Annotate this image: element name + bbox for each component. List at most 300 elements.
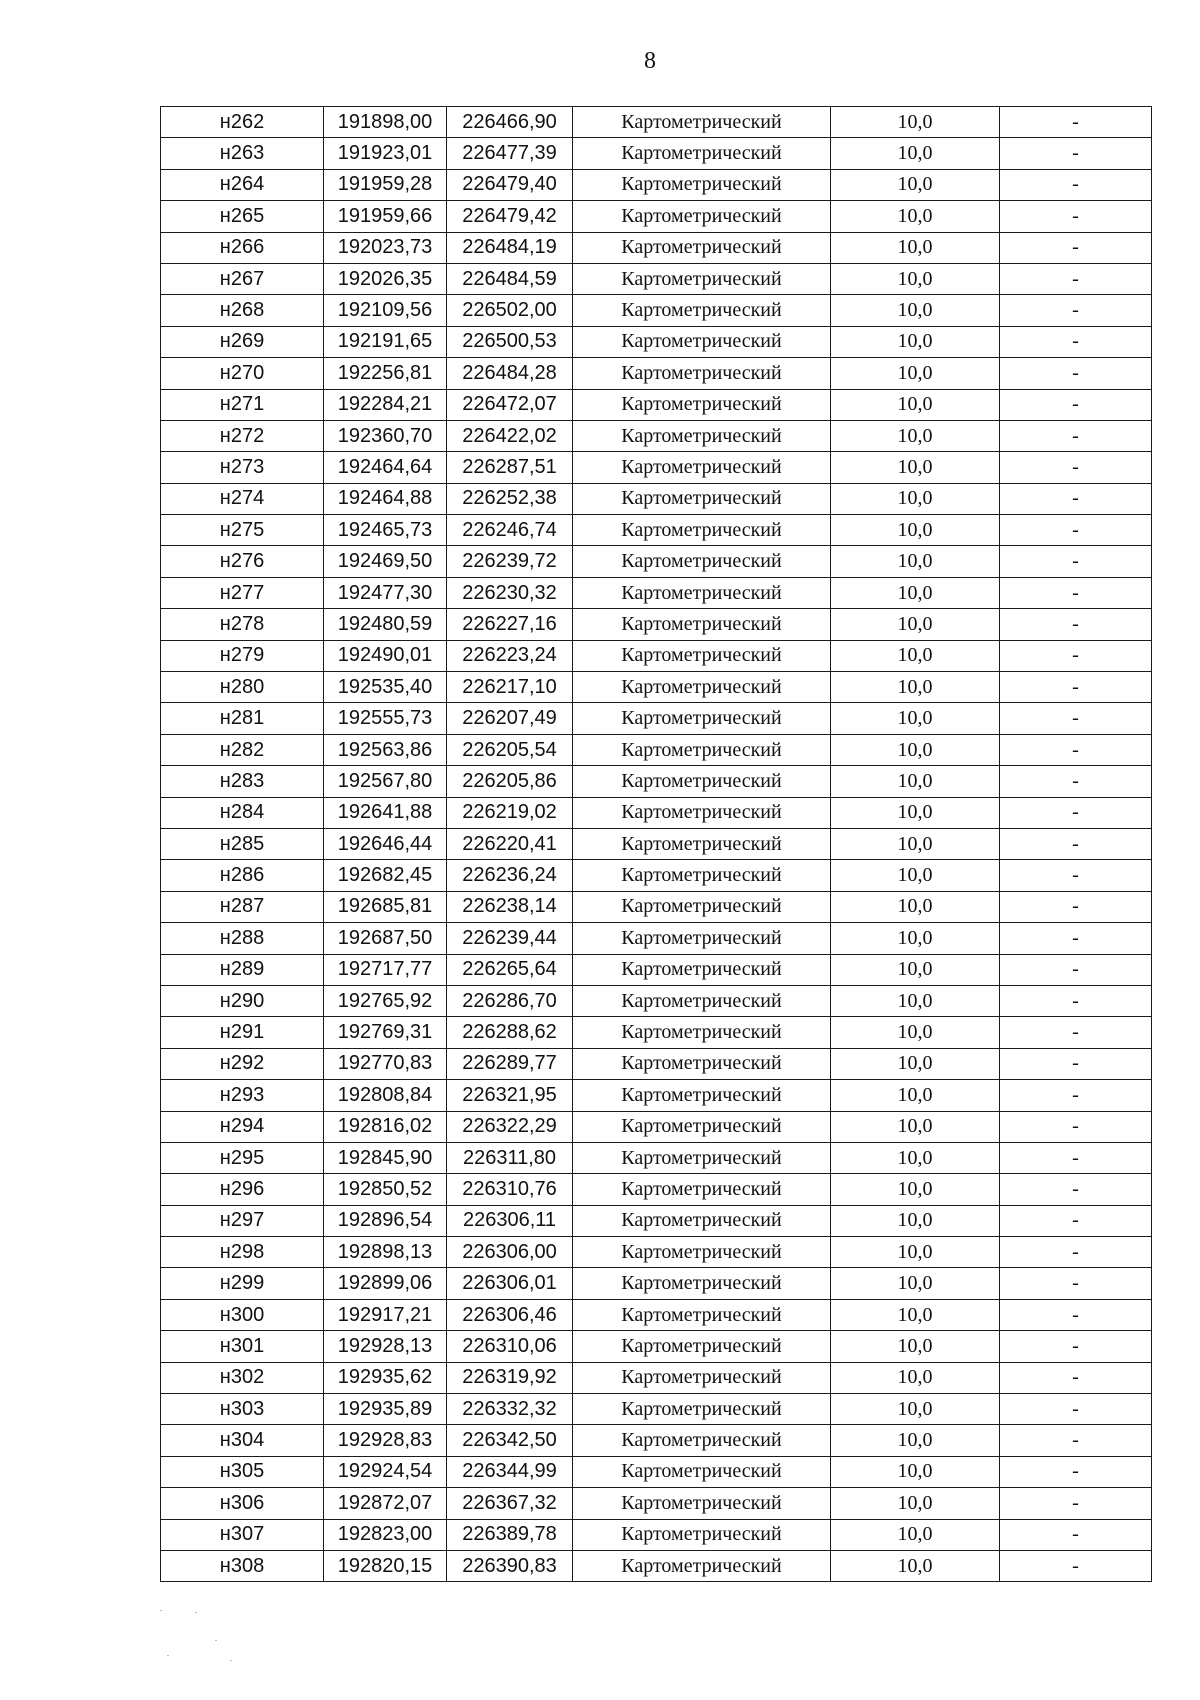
x-coordinate-cell: 191959,28 <box>324 169 447 200</box>
accuracy-cell: 10,0 <box>831 1299 1000 1330</box>
method-cell: Картометрический <box>573 1519 831 1550</box>
table-row <box>161 295 1152 326</box>
description-cell: - <box>1000 923 1152 954</box>
table-row <box>161 1331 1152 1362</box>
x-coordinate-cell: 192816,02 <box>324 1111 447 1142</box>
y-coordinate-cell: 226342,50 <box>447 1425 573 1456</box>
x-coordinate-cell: 192823,00 <box>324 1519 447 1550</box>
point-name-cell: н294 <box>161 1111 324 1142</box>
description-cell: - <box>1000 1142 1152 1173</box>
table-row <box>161 107 1152 138</box>
table-row <box>161 923 1152 954</box>
x-coordinate-cell: 192555,73 <box>324 703 447 734</box>
x-coordinate-cell: 192480,59 <box>324 609 447 640</box>
accuracy-cell: 10,0 <box>831 138 1000 169</box>
table-row <box>161 358 1152 389</box>
y-coordinate-cell: 226472,07 <box>447 389 573 420</box>
point-name-cell: н285 <box>161 828 324 859</box>
description-cell: - <box>1000 1017 1152 1048</box>
point-name-cell: н289 <box>161 954 324 985</box>
x-coordinate-cell: 192535,40 <box>324 672 447 703</box>
x-coordinate-cell: 192808,84 <box>324 1080 447 1111</box>
table-row <box>161 1237 1152 1268</box>
accuracy-cell: 10,0 <box>831 452 1000 483</box>
x-coordinate-cell: 192464,88 <box>324 483 447 514</box>
method-cell: Картометрический <box>573 1550 831 1581</box>
method-cell: Картометрический <box>573 1205 831 1236</box>
accuracy-cell: 10,0 <box>831 107 1000 138</box>
accuracy-cell: 10,0 <box>831 828 1000 859</box>
table-row <box>161 326 1152 357</box>
accuracy-cell: 10,0 <box>831 326 1000 357</box>
point-name-cell: н279 <box>161 640 324 671</box>
x-coordinate-cell: 192360,70 <box>324 420 447 451</box>
x-coordinate-cell: 192687,50 <box>324 923 447 954</box>
point-name-cell: н264 <box>161 169 324 200</box>
point-name-cell: н286 <box>161 860 324 891</box>
y-coordinate-cell: 226289,77 <box>447 1048 573 1079</box>
x-coordinate-cell: 192490,01 <box>324 640 447 671</box>
y-coordinate-cell: 226306,46 <box>447 1299 573 1330</box>
table-row <box>161 1142 1152 1173</box>
method-cell: Картометрический <box>573 107 831 138</box>
method-cell: Картометрический <box>573 1394 831 1425</box>
y-coordinate-cell: 226319,92 <box>447 1362 573 1393</box>
table-row <box>161 860 1152 891</box>
point-name-cell: н263 <box>161 138 324 169</box>
point-name-cell: н275 <box>161 515 324 546</box>
table-row <box>161 1111 1152 1142</box>
y-coordinate-cell: 226265,64 <box>447 954 573 985</box>
point-name-cell: н287 <box>161 891 324 922</box>
x-coordinate-cell: 192935,89 <box>324 1394 447 1425</box>
accuracy-cell: 10,0 <box>831 1362 1000 1393</box>
table-row <box>161 1362 1152 1393</box>
x-coordinate-cell: 192477,30 <box>324 577 447 608</box>
method-cell: Картометрический <box>573 1111 831 1142</box>
method-cell: Картометрический <box>573 326 831 357</box>
description-cell: - <box>1000 1205 1152 1236</box>
accuracy-cell: 10,0 <box>831 1268 1000 1299</box>
accuracy-cell: 10,0 <box>831 1550 1000 1581</box>
point-name-cell: н278 <box>161 609 324 640</box>
method-cell: Картометрический <box>573 263 831 294</box>
description-cell: - <box>1000 1048 1152 1079</box>
description-cell: - <box>1000 1237 1152 1268</box>
x-coordinate-cell: 192284,21 <box>324 389 447 420</box>
table-row <box>161 954 1152 985</box>
x-coordinate-cell: 192567,80 <box>324 766 447 797</box>
point-name-cell: н297 <box>161 1205 324 1236</box>
description-cell: - <box>1000 1394 1152 1425</box>
y-coordinate-cell: 226484,28 <box>447 358 573 389</box>
x-coordinate-cell: 192872,07 <box>324 1488 447 1519</box>
table-row <box>161 1174 1152 1205</box>
table-row <box>161 828 1152 859</box>
y-coordinate-cell: 226367,32 <box>447 1488 573 1519</box>
point-name-cell: н270 <box>161 358 324 389</box>
table-row <box>161 1550 1152 1581</box>
method-cell: Картометрический <box>573 452 831 483</box>
table-row <box>161 1299 1152 1330</box>
point-name-cell: н276 <box>161 546 324 577</box>
table-row <box>161 1268 1152 1299</box>
accuracy-cell: 10,0 <box>831 1425 1000 1456</box>
x-coordinate-cell: 192917,21 <box>324 1299 447 1330</box>
method-cell: Картометрический <box>573 1299 831 1330</box>
method-cell: Картометрический <box>573 1425 831 1456</box>
description-cell: - <box>1000 232 1152 263</box>
x-coordinate-cell: 192682,45 <box>324 860 447 891</box>
x-coordinate-cell: 192896,54 <box>324 1205 447 1236</box>
y-coordinate-cell: 226484,19 <box>447 232 573 263</box>
table-row <box>161 1017 1152 1048</box>
accuracy-cell: 10,0 <box>831 232 1000 263</box>
x-coordinate-cell: 192717,77 <box>324 954 447 985</box>
method-cell: Картометрический <box>573 923 831 954</box>
table-row <box>161 766 1152 797</box>
table-row <box>161 703 1152 734</box>
point-name-cell: н277 <box>161 577 324 608</box>
y-coordinate-cell: 226322,29 <box>447 1111 573 1142</box>
y-coordinate-cell: 226321,95 <box>447 1080 573 1111</box>
table-row <box>161 452 1152 483</box>
description-cell: - <box>1000 1174 1152 1205</box>
description-cell: - <box>1000 1519 1152 1550</box>
y-coordinate-cell: 226205,86 <box>447 766 573 797</box>
method-cell: Картометрический <box>573 232 831 263</box>
method-cell: Картометрический <box>573 295 831 326</box>
description-cell: - <box>1000 954 1152 985</box>
x-coordinate-cell: 192765,92 <box>324 985 447 1016</box>
x-coordinate-cell: 192464,64 <box>324 452 447 483</box>
accuracy-cell: 10,0 <box>831 703 1000 734</box>
point-name-cell: н302 <box>161 1362 324 1393</box>
y-coordinate-cell: 226477,39 <box>447 138 573 169</box>
x-coordinate-cell: 192928,13 <box>324 1331 447 1362</box>
method-cell: Картометрический <box>573 828 831 859</box>
y-coordinate-cell: 226344,99 <box>447 1456 573 1487</box>
description-cell: - <box>1000 609 1152 640</box>
y-coordinate-cell: 226239,44 <box>447 923 573 954</box>
y-coordinate-cell: 226219,02 <box>447 797 573 828</box>
description-cell: - <box>1000 263 1152 294</box>
description-cell: - <box>1000 985 1152 1016</box>
accuracy-cell: 10,0 <box>831 358 1000 389</box>
y-coordinate-cell: 226288,62 <box>447 1017 573 1048</box>
point-name-cell: н299 <box>161 1268 324 1299</box>
point-name-cell: н269 <box>161 326 324 357</box>
method-cell: Картометрический <box>573 766 831 797</box>
point-name-cell: н298 <box>161 1237 324 1268</box>
x-coordinate-cell: 192023,73 <box>324 232 447 263</box>
table-row <box>161 1394 1152 1425</box>
accuracy-cell: 10,0 <box>831 515 1000 546</box>
y-coordinate-cell: 226484,59 <box>447 263 573 294</box>
y-coordinate-cell: 226205,54 <box>447 734 573 765</box>
coordinates-table-body <box>161 107 1152 1582</box>
accuracy-cell: 10,0 <box>831 640 1000 671</box>
accuracy-cell: 10,0 <box>831 1205 1000 1236</box>
method-cell: Картометрический <box>573 1080 831 1111</box>
point-name-cell: н282 <box>161 734 324 765</box>
x-coordinate-cell: 192820,15 <box>324 1550 447 1581</box>
x-coordinate-cell: 192685,81 <box>324 891 447 922</box>
description-cell: - <box>1000 1456 1152 1487</box>
method-cell: Картометрический <box>573 169 831 200</box>
accuracy-cell: 10,0 <box>831 860 1000 891</box>
x-coordinate-cell: 192191,65 <box>324 326 447 357</box>
accuracy-cell: 10,0 <box>831 1080 1000 1111</box>
description-cell: - <box>1000 358 1152 389</box>
description-cell: - <box>1000 891 1152 922</box>
x-coordinate-cell: 192769,31 <box>324 1017 447 1048</box>
table-row <box>161 985 1152 1016</box>
table-row <box>161 515 1152 546</box>
point-name-cell: н266 <box>161 232 324 263</box>
description-cell: - <box>1000 452 1152 483</box>
x-coordinate-cell: 192469,50 <box>324 546 447 577</box>
table-row <box>161 640 1152 671</box>
accuracy-cell: 10,0 <box>831 1519 1000 1550</box>
point-name-cell: н265 <box>161 201 324 232</box>
x-coordinate-cell: 192026,35 <box>324 263 447 294</box>
accuracy-cell: 10,0 <box>831 734 1000 765</box>
table-row <box>161 1080 1152 1111</box>
y-coordinate-cell: 226287,51 <box>447 452 573 483</box>
point-name-cell: н268 <box>161 295 324 326</box>
y-coordinate-cell: 226306,11 <box>447 1205 573 1236</box>
method-cell: Картометрический <box>573 420 831 451</box>
method-cell: Картометрический <box>573 1331 831 1362</box>
table-row <box>161 577 1152 608</box>
description-cell: - <box>1000 766 1152 797</box>
table-row <box>161 483 1152 514</box>
point-name-cell: н273 <box>161 452 324 483</box>
method-cell: Картометрический <box>573 672 831 703</box>
table-row <box>161 263 1152 294</box>
y-coordinate-cell: 226207,49 <box>447 703 573 734</box>
table-row <box>161 420 1152 451</box>
table-row <box>161 169 1152 200</box>
y-coordinate-cell: 226306,01 <box>447 1268 573 1299</box>
x-coordinate-cell: 192256,81 <box>324 358 447 389</box>
accuracy-cell: 10,0 <box>831 1456 1000 1487</box>
y-coordinate-cell: 226310,76 <box>447 1174 573 1205</box>
x-coordinate-cell: 192563,86 <box>324 734 447 765</box>
accuracy-cell: 10,0 <box>831 389 1000 420</box>
table-row <box>161 1488 1152 1519</box>
x-coordinate-cell: 191898,00 <box>324 107 447 138</box>
method-cell: Картометрический <box>573 138 831 169</box>
point-name-cell: н283 <box>161 766 324 797</box>
method-cell: Картометрический <box>573 515 831 546</box>
method-cell: Картометрический <box>573 1174 831 1205</box>
accuracy-cell: 10,0 <box>831 295 1000 326</box>
accuracy-cell: 10,0 <box>831 1174 1000 1205</box>
description-cell: - <box>1000 672 1152 703</box>
method-cell: Картометрический <box>573 1048 831 1079</box>
accuracy-cell: 10,0 <box>831 797 1000 828</box>
description-cell: - <box>1000 1331 1152 1362</box>
method-cell: Картометрический <box>573 1268 831 1299</box>
method-cell: Картометрический <box>573 860 831 891</box>
y-coordinate-cell: 226479,40 <box>447 169 573 200</box>
description-cell: - <box>1000 515 1152 546</box>
point-name-cell: н274 <box>161 483 324 514</box>
description-cell: - <box>1000 577 1152 608</box>
method-cell: Картометрический <box>573 1488 831 1519</box>
description-cell: - <box>1000 1299 1152 1330</box>
accuracy-cell: 10,0 <box>831 1237 1000 1268</box>
point-name-cell: н267 <box>161 263 324 294</box>
table-row <box>161 797 1152 828</box>
description-cell: - <box>1000 1550 1152 1581</box>
description-cell: - <box>1000 546 1152 577</box>
x-coordinate-cell: 192850,52 <box>324 1174 447 1205</box>
accuracy-cell: 10,0 <box>831 169 1000 200</box>
accuracy-cell: 10,0 <box>831 1048 1000 1079</box>
method-cell: Картометрический <box>573 1362 831 1393</box>
y-coordinate-cell: 226502,00 <box>447 295 573 326</box>
point-name-cell: н291 <box>161 1017 324 1048</box>
point-name-cell: н303 <box>161 1394 324 1425</box>
x-coordinate-cell: 192641,88 <box>324 797 447 828</box>
y-coordinate-cell: 226286,70 <box>447 985 573 1016</box>
description-cell: - <box>1000 107 1152 138</box>
accuracy-cell: 10,0 <box>831 483 1000 514</box>
y-coordinate-cell: 226230,32 <box>447 577 573 608</box>
table-row <box>161 1425 1152 1456</box>
method-cell: Картометрический <box>573 546 831 577</box>
y-coordinate-cell: 226217,10 <box>447 672 573 703</box>
description-cell: - <box>1000 295 1152 326</box>
x-coordinate-cell: 192465,73 <box>324 515 447 546</box>
accuracy-cell: 10,0 <box>831 1017 1000 1048</box>
point-name-cell: н307 <box>161 1519 324 1550</box>
description-cell: - <box>1000 483 1152 514</box>
point-name-cell: н272 <box>161 420 324 451</box>
method-cell: Картометрический <box>573 201 831 232</box>
point-name-cell: н290 <box>161 985 324 1016</box>
scan-specks <box>155 1600 275 1680</box>
point-name-cell: н262 <box>161 107 324 138</box>
accuracy-cell: 10,0 <box>831 954 1000 985</box>
x-coordinate-cell: 192109,56 <box>324 295 447 326</box>
y-coordinate-cell: 226500,53 <box>447 326 573 357</box>
y-coordinate-cell: 226220,41 <box>447 828 573 859</box>
x-coordinate-cell: 192770,83 <box>324 1048 447 1079</box>
description-cell: - <box>1000 326 1152 357</box>
description-cell: - <box>1000 1080 1152 1111</box>
accuracy-cell: 10,0 <box>831 1488 1000 1519</box>
description-cell: - <box>1000 640 1152 671</box>
accuracy-cell: 10,0 <box>831 923 1000 954</box>
x-coordinate-cell: 192899,06 <box>324 1268 447 1299</box>
accuracy-cell: 10,0 <box>831 1331 1000 1362</box>
x-coordinate-cell: 192898,13 <box>324 1237 447 1268</box>
point-name-cell: н281 <box>161 703 324 734</box>
point-name-cell: н295 <box>161 1142 324 1173</box>
point-name-cell: н306 <box>161 1488 324 1519</box>
accuracy-cell: 10,0 <box>831 1142 1000 1173</box>
method-cell: Картометрический <box>573 985 831 1016</box>
method-cell: Картометрический <box>573 609 831 640</box>
method-cell: Картометрический <box>573 389 831 420</box>
table-row <box>161 891 1152 922</box>
accuracy-cell: 10,0 <box>831 201 1000 232</box>
coordinates-table <box>160 106 1152 1582</box>
description-cell: - <box>1000 420 1152 451</box>
description-cell: - <box>1000 703 1152 734</box>
accuracy-cell: 10,0 <box>831 672 1000 703</box>
description-cell: - <box>1000 1111 1152 1142</box>
y-coordinate-cell: 226227,16 <box>447 609 573 640</box>
x-coordinate-cell: 192924,54 <box>324 1456 447 1487</box>
method-cell: Картометрический <box>573 891 831 922</box>
method-cell: Картометрический <box>573 1456 831 1487</box>
y-coordinate-cell: 226389,78 <box>447 1519 573 1550</box>
point-name-cell: н300 <box>161 1299 324 1330</box>
point-name-cell: н305 <box>161 1456 324 1487</box>
description-cell: - <box>1000 138 1152 169</box>
x-coordinate-cell: 191959,66 <box>324 201 447 232</box>
y-coordinate-cell: 226236,24 <box>447 860 573 891</box>
y-coordinate-cell: 226479,42 <box>447 201 573 232</box>
point-name-cell: н304 <box>161 1425 324 1456</box>
table-row <box>161 672 1152 703</box>
table-row <box>161 389 1152 420</box>
x-coordinate-cell: 192646,44 <box>324 828 447 859</box>
method-cell: Картометрический <box>573 797 831 828</box>
point-name-cell: н308 <box>161 1550 324 1581</box>
y-coordinate-cell: 226332,32 <box>447 1394 573 1425</box>
description-cell: - <box>1000 169 1152 200</box>
method-cell: Картометрический <box>573 640 831 671</box>
accuracy-cell: 10,0 <box>831 420 1000 451</box>
y-coordinate-cell: 226238,14 <box>447 891 573 922</box>
accuracy-cell: 10,0 <box>831 766 1000 797</box>
x-coordinate-cell: 192928,83 <box>324 1425 447 1456</box>
point-name-cell: н301 <box>161 1331 324 1362</box>
point-name-cell: н296 <box>161 1174 324 1205</box>
y-coordinate-cell: 226466,90 <box>447 107 573 138</box>
description-cell: - <box>1000 797 1152 828</box>
table-row <box>161 1048 1152 1079</box>
method-cell: Картометрический <box>573 358 831 389</box>
accuracy-cell: 10,0 <box>831 263 1000 294</box>
y-coordinate-cell: 226246,74 <box>447 515 573 546</box>
y-coordinate-cell: 226422,02 <box>447 420 573 451</box>
accuracy-cell: 10,0 <box>831 546 1000 577</box>
description-cell: - <box>1000 1488 1152 1519</box>
description-cell: - <box>1000 1362 1152 1393</box>
point-name-cell: н280 <box>161 672 324 703</box>
method-cell: Картометрический <box>573 483 831 514</box>
point-name-cell: н288 <box>161 923 324 954</box>
y-coordinate-cell: 226239,72 <box>447 546 573 577</box>
description-cell: - <box>1000 734 1152 765</box>
method-cell: Картометрический <box>573 954 831 985</box>
accuracy-cell: 10,0 <box>831 1394 1000 1425</box>
point-name-cell: н271 <box>161 389 324 420</box>
description-cell: - <box>1000 1425 1152 1456</box>
accuracy-cell: 10,0 <box>831 985 1000 1016</box>
y-coordinate-cell: 226252,38 <box>447 483 573 514</box>
description-cell: - <box>1000 389 1152 420</box>
y-coordinate-cell: 226306,00 <box>447 1237 573 1268</box>
method-cell: Картометрический <box>573 703 831 734</box>
